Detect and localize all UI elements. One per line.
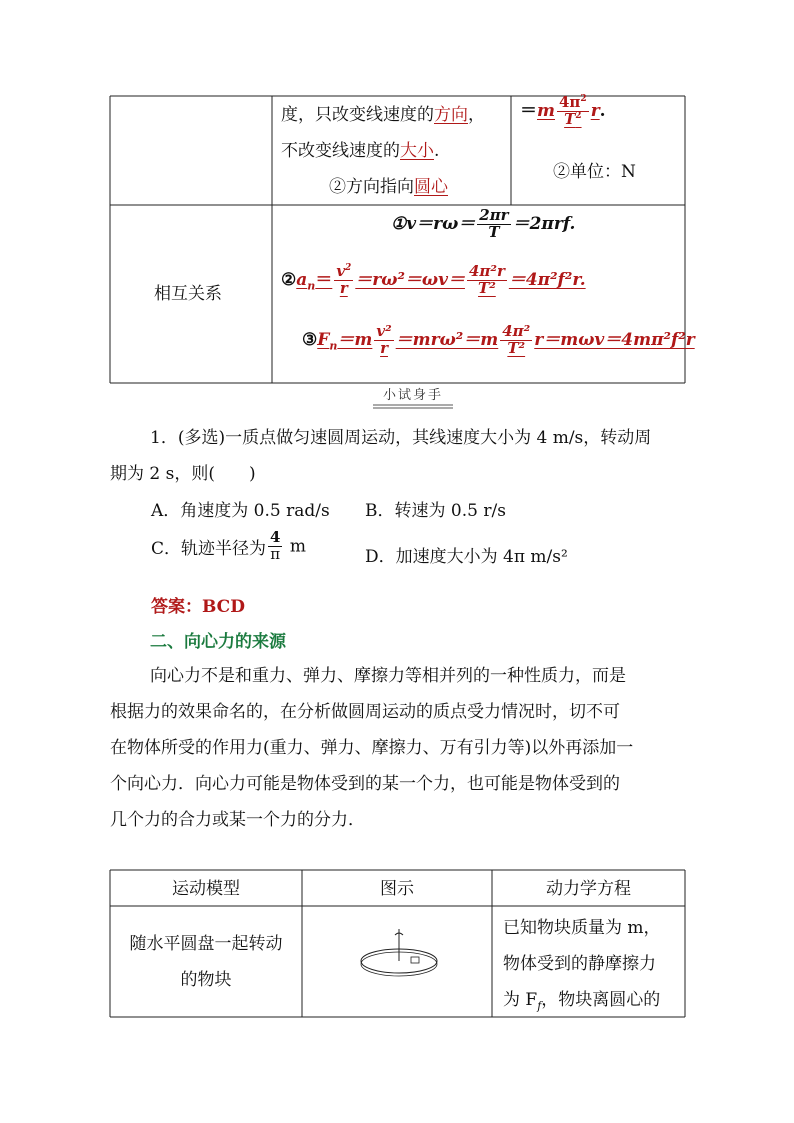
frac-num: 4π²r [468,262,505,280]
option-b: B．转速为 0.5 r/s [365,501,506,521]
sup: 2 [580,94,587,104]
formula-1 [391,208,575,241]
formula-r: r [590,100,600,121]
t2-header-equation: 动力学方程 [546,879,631,899]
sup: 2 [575,110,582,121]
banner-text: 小试身手 [382,388,443,403]
section-heading: 二、向心力的来源 [150,632,286,652]
circle-number: ② [281,269,297,290]
frac-num: v² [376,322,392,340]
t2-row1-eq-line3 [503,985,660,1012]
paragraph-line-4: 个向心力．向心力可能是物体受到的某一个力，也可能是物体受到的 [110,774,620,794]
t1-row1-mid-line3 [329,172,448,197]
frac-num: v [336,262,346,280]
question-line2: 期为 2 s，则( ) [110,464,256,484]
fraction-4pi2r-T2 [467,264,507,297]
t1-row1-right-formula [520,95,606,128]
t1-row1-mid-line1 [281,100,485,125]
keyword-magnitude: 大小 [400,141,434,161]
fraction-4-pi [268,530,282,563]
frac-den: r [339,278,348,297]
t2-row1-model-line2: 的物块 [180,970,232,990]
frac-den: T [488,222,500,241]
frac-den: r [380,338,388,357]
sub-n: n [329,339,338,353]
paragraph-line-3: 在物体所受的作用力(重力、弹力、摩擦力、万有引力等)以外再添加一 [110,738,634,758]
text: 度，只改变线速度的 [281,105,434,125]
f1-pre: ①v＝rω＝ [391,213,476,234]
t1-row1-mid-line2 [281,136,439,161]
t2-row1-eq-line1: 已知物块质量为 m， [503,918,661,938]
frac-num: 2πr [479,206,509,224]
text: 为 F [503,990,538,1010]
frac-den: T² [478,278,496,297]
option-c-text: C．轨迹半径为 [151,538,267,559]
answer [151,592,245,617]
paragraph-line-5: 几个力的合力或某一个力的分力． [110,810,365,830]
eq: ＝ [315,269,333,290]
t1-row2-label: 相互关系 [154,284,222,304]
answer-value: BCD [202,597,245,617]
f3-mid: ＝mrω²＝m [395,329,499,350]
frac-den: T² [507,338,526,357]
option-c [151,530,306,563]
t2-header-diagram: 图示 [380,879,414,899]
text: . [434,141,440,161]
option-d: D．加速度大小为 4π m/s² [365,547,568,567]
sub-f: f [537,999,542,1013]
section-banner [373,386,453,406]
keyword-center: 圆心 [414,177,448,197]
t2-row1-model-line1: 随水平圆盘一起转动 [129,934,283,954]
option-a: A．角速度为 0.5 rad/s [151,501,330,521]
sub-n: n [307,279,316,293]
formula-m: m [537,100,555,121]
sup: 2 [345,263,352,273]
eq-m: ＝m [337,329,373,350]
frac-num: 4 [270,528,281,546]
F-n [317,329,338,353]
keyword-direction: 方向 [434,105,468,125]
banner-underline [373,404,453,410]
t2-header-model: 运动模型 [172,879,240,899]
t1-row1-unit [553,157,636,182]
unit-text: ②单位：N [553,162,636,182]
f1-post: ＝2πrf. [512,213,576,234]
f2-mid: ＝rω²＝ωv＝ [355,269,465,290]
frac-den: π [270,544,281,563]
unit: m [289,536,306,557]
text: ，物块离圆心的 [541,990,661,1010]
fraction-2pir-T [477,208,510,241]
question-line1: 1．(多选)一质点做匀速圆周运动，其线速度大小为 4 m/s，转动周 [150,428,652,448]
text: ， [468,105,485,125]
text: 不改变线速度的 [281,141,400,161]
rotating-disk-diagram [355,925,445,985]
t2-row1-eq-line2: 物体受到的静摩擦力 [503,954,656,974]
circle-number: ③ [302,329,318,350]
eq-sign: ＝ [520,100,537,121]
frac-num: 4π² [502,322,531,340]
fraction-v2-r [334,264,353,297]
text: ②方向指向 [329,177,414,197]
a-n [296,269,316,293]
fraction-v2-r [374,324,393,357]
answer-label: 答案： [151,597,202,617]
dot: . [599,100,606,121]
a: a [296,269,308,290]
fraction-4pi2-T2 [500,324,532,357]
frac-den: T [564,109,576,128]
paragraph-line-2: 根据力的效果命名的，在分析做圆周运动的质点受力情况时，切不可 [110,702,620,722]
F: F [317,329,330,350]
paragraph-line-1: 向心力不是和重力、弹力、摩擦力等相并列的一种性质力，而是 [150,666,626,686]
frac-num: 4π [559,93,581,111]
formula-3 [302,324,695,357]
f3-post: r＝mωv＝4mπ²f²r [534,329,695,350]
formula-2 [281,264,586,297]
fraction-4pi2-T2 [557,95,589,128]
f2-post: ＝4π²f²r. [508,269,586,290]
